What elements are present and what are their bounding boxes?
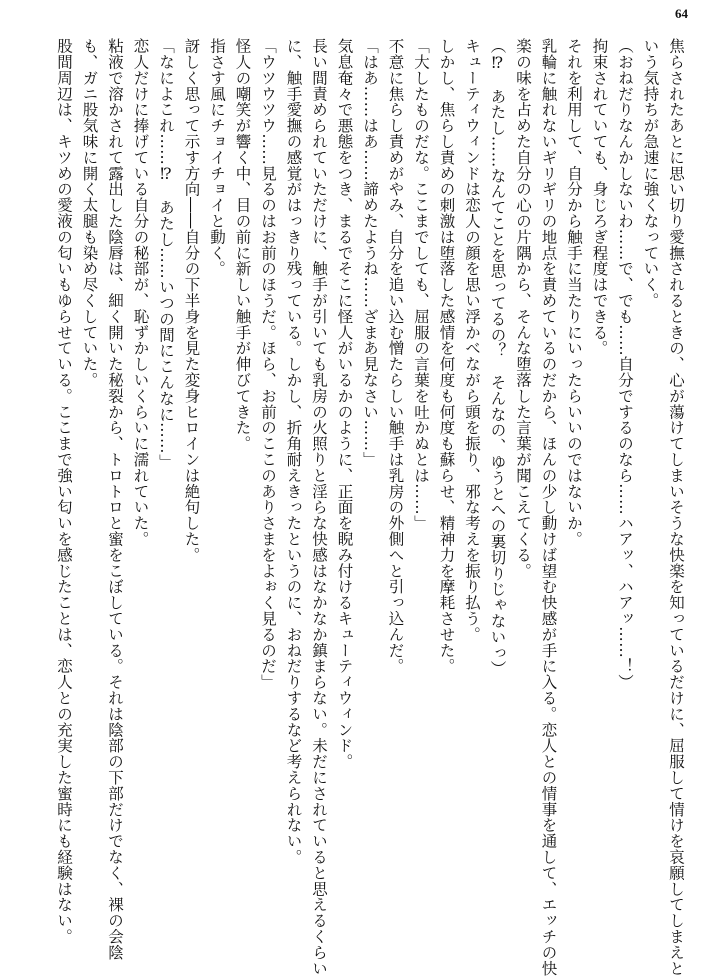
text-line: キューティウィンドは恋人の顔を思い浮かべながら頭を振り、邪な考えを振り払う。 xyxy=(463,38,481,643)
text-line: 乳輪に触れないギリギリの地点を責めているのだから、ほんの少し動けば望む快感が手に入る。恋人との情事を通して、エッチの快 xyxy=(539,38,558,976)
text-line: 気息奄々で悪態をつき、まるでそこに怪人がいるかのように、正面を睨み付けるキューティウィンド。 xyxy=(335,38,354,770)
page-number: 64 xyxy=(675,6,688,21)
text-line: 「大したものだな。ここまでしても、屈服の言葉を吐かぬとは……」 xyxy=(412,38,430,531)
text-line: に、触手愛撫の感覚がはっきり残っている。しかし、折角耐えきったというのに、おねだりするなど考えられない。 xyxy=(284,38,303,865)
text-line: （おねだりなんかしないわ……で、でも……自分でするのなら……ハアッ、ハアッ……！） xyxy=(616,38,634,690)
text-line: いう気持ちが急速に強くなっていく。 xyxy=(641,38,660,309)
text-line: 怪人の嘲笑が響く中、目の前に新しい触手が伸びてきた。 xyxy=(233,38,252,452)
text-line: も、ガニ股気味に開く太腿も染め尽くしていた。 xyxy=(80,38,99,388)
text-line: 長い間責められていただけに、触手が引いても乳房の火照りと淫らな快感はなかなか鎮まらない。未だにされていると思えるくらい xyxy=(310,38,328,976)
text-line: 訝しく思って示す方向――自分の下半身を見た変身ヒロインは絶句した。 xyxy=(182,38,201,563)
body-text xyxy=(51,38,689,976)
text-line: 楽の味を占めた自分の心の片隅から、そんな堕落した言葉が聞こえてくる。 xyxy=(514,38,532,579)
text-line: 「はあ……はあ……諦めたようね……ざまあ見なさい……」 xyxy=(361,38,379,468)
text-line: 拘束されていても、身じろぎ程度はできる。 xyxy=(590,38,609,356)
text-line: それを利用して、自分から触手に当たりにいったらいいのではないか。 xyxy=(565,38,583,547)
text-line: 指さす風にチョイチョイと動く。 xyxy=(208,38,226,277)
text-line: 恋人だけに捧げている自分の秘部が、恥ずかしいくらいに濡れていた。 xyxy=(131,38,150,547)
text-line: 「ウツウツウ……見るのはお前のほうだ。ほら、お前のここのありさまをよぉく見るのだ」 xyxy=(259,38,277,690)
text-line: 焦らされたあとに思い切り愛撫されるときの、心が蕩けてしまいそうな快楽を知っているだけに、屈服して情けを哀願してしまえと xyxy=(667,38,685,976)
text-line: （⁉ あたし……なんてことを思ってるの？ そんなの、ゆうとへの裏切りじゃないっ） xyxy=(488,38,507,677)
text-line: 不意に焦らし責めがやみ、自分を追い込む憎たらしい触手は乳房の外側へと引っ込んだ。 xyxy=(386,38,405,674)
text-line: 粘液で溶かされて露出した陰唇は、細く開いた秘裂から、トロトロと蜜をこぼしている。それは陰部の下部だけでなく、裸の会陰 xyxy=(106,38,124,961)
text-line: しかし、焦らし責めの刺激は堕落した感情を何度も何度も蘇らせ、精神力を摩耗させた。 xyxy=(437,38,456,674)
text-line: 「なによこれ……⁉ あたし……いつの間にこんなに……」 xyxy=(157,38,175,470)
text-line: 股間周辺は、キツめの愛液の匂いもゆらせている。ここまで強い匂いを感じたことは、恋人との充実した蜜時にも経験はない。 xyxy=(55,38,73,945)
